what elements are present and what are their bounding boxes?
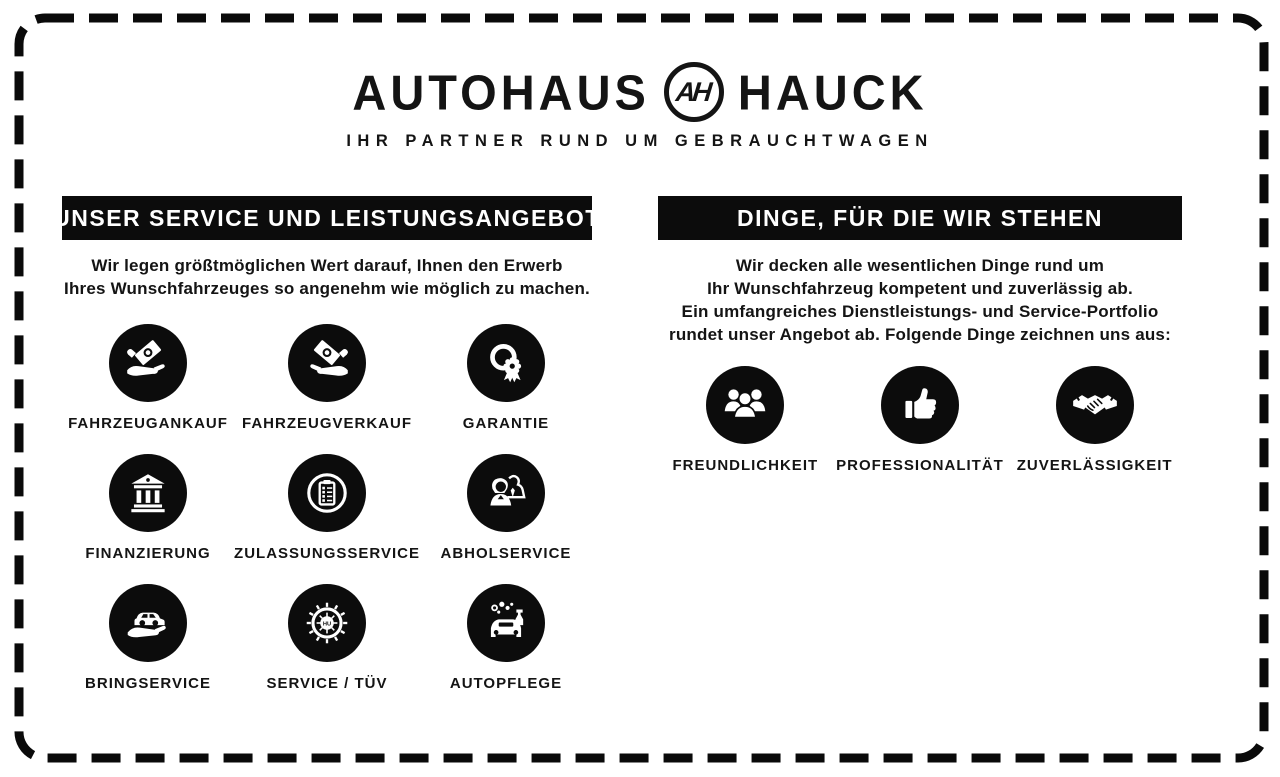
services-section [53,196,601,692]
two-persons-icon [467,454,545,532]
value-item-freundlichkeit [658,366,833,474]
values-intro-line3: Ein umfangreiches Dienstleistungs- und Service-Portfolio [681,302,1159,321]
service-item-fahrzeugverkauf [234,324,420,432]
car-wash-icon [467,584,545,662]
values-intro-line1: Wir decken alle wesentlichen Dinge rund um [735,256,1105,275]
inspection-seal-icon [288,584,366,662]
value-item-label: FREUNDLICHKEIT [672,457,819,474]
brand-title [0,62,1280,122]
services-intro-line2: Ihres Wunschfahrzeuges so angenehm wie möglich zu machen. [64,279,590,298]
values-section [658,196,1182,474]
values-intro-line4: rundet unser Angebot ab. Folgende Dinge zeichnen uns aus: [669,325,1171,344]
service-item-label: GARANTIE [462,415,550,432]
award-rosette-icon [467,324,545,402]
values-intro-line2: Ihr Wunschfahrzeug kompetent und zuverlässig ab. [707,279,1133,298]
service-item-fahrzeugankauf [62,324,234,432]
brand-logo-icon [664,62,724,122]
services-intro [62,254,592,300]
service-item-autopflege [420,584,592,692]
services-section-header [53,196,601,240]
bank-icon [109,454,187,532]
service-item-label: BRINGSERVICE [85,675,211,692]
hand-receiving-money-icon [109,324,187,402]
value-item-professionalitaet [833,366,1008,474]
values-section-title: DINGE, FÜR DIE WIR STEHEN [737,204,1103,231]
service-item-zulassungsservice [234,454,420,562]
value-item-label: ZUVERLÄSSIGKEIT [1016,457,1173,474]
services-section-title: UNSER SERVICE UND LEISTUNGSANGEBOT [53,204,601,231]
service-item-label: SERVICE / TÜV [266,675,388,692]
brand-logo-monogram: AH [674,76,711,107]
service-item-garantie [420,324,592,432]
values-grid [658,366,1182,474]
hand-giving-money-icon [288,324,366,402]
thumbs-up-icon [881,366,959,444]
brand-name-right: HAUCK [737,64,928,120]
service-item-label: ZULASSUNGSSERVICE [234,545,420,562]
service-item-finanzierung [62,454,234,562]
hand-holding-car-icon [109,584,187,662]
brand-name-left: AUTOHAUS [352,64,650,120]
value-item-label: PROFESSIONALITÄT [836,457,1004,474]
value-item-zuverlaessigkeit [1007,366,1182,474]
services-intro-line1: Wir legen größtmöglichen Wert darauf, Ihnen den Erwerb [91,256,563,275]
brand-tagline: IHR PARTNER RUND UM GEBRAUCHTWAGEN [346,132,934,150]
service-item-label: FAHRZEUGANKAUF [68,415,228,432]
service-item-bringservice [62,584,234,692]
brand-header [0,62,1280,151]
people-group-icon [706,366,784,444]
seal-inner-text: HU [322,621,332,628]
service-item-label: ABHOLSERVICE [440,545,572,562]
service-item-label: FINANZIERUNG [85,545,211,562]
clipboard-checklist-icon [288,454,366,532]
service-item-service-tuev [234,584,420,692]
values-section-header [658,196,1182,240]
service-item-label: AUTOPFLEGE [449,675,563,692]
service-item-label: FAHRZEUGVERKAUF [241,415,412,432]
handshake-icon [1056,366,1134,444]
services-grid [62,324,592,692]
values-intro [658,254,1182,346]
service-item-abholservice [420,454,592,562]
